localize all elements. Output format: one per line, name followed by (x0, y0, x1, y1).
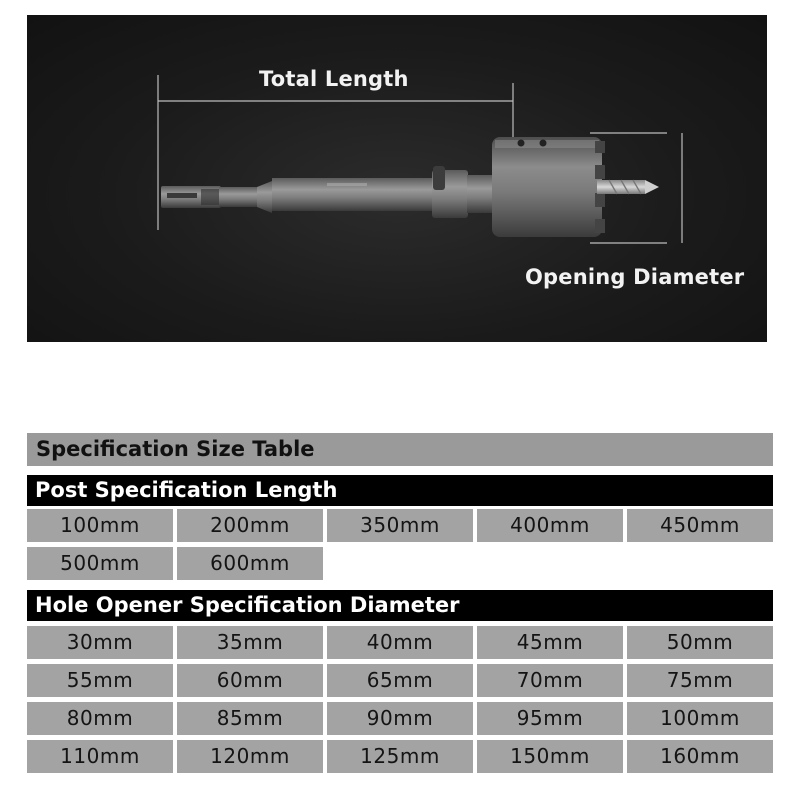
hole-diameter-cell: 30mm (27, 626, 173, 659)
hole-diameter-cell: 90mm (327, 702, 473, 735)
product-photo (27, 15, 767, 342)
post-length-cell: 350mm (327, 509, 473, 542)
post-length-cell: 100mm (27, 509, 173, 542)
post-spec-header: Post Specification Length (27, 475, 773, 506)
post-length-cell: 400mm (477, 509, 623, 542)
spec-table-title: Specification Size Table (27, 433, 773, 466)
opening-diameter-label: Opening Diameter (525, 265, 745, 289)
hole-diameter-cell: 55mm (27, 664, 173, 697)
post-length-grid (27, 509, 773, 580)
hole-diameter-cell: 80mm (27, 702, 173, 735)
post-length-cell: 500mm (27, 547, 173, 580)
hole-diameter-cell: 95mm (477, 702, 623, 735)
hole-diameter-cell: 40mm (327, 626, 473, 659)
total-length-label: Total Length (259, 67, 409, 91)
hole-spec-header: Hole Opener Specification Diameter (27, 590, 773, 621)
sds-shank (161, 166, 497, 218)
hole-diameter-cell: 45mm (477, 626, 623, 659)
post-length-cell: 450mm (627, 509, 773, 542)
core-drill-bit-illustration (27, 15, 767, 342)
pilot-drill (597, 180, 659, 194)
hole-diameter-grid (27, 626, 773, 773)
hole-diameter-cell: 110mm (27, 740, 173, 773)
hole-diameter-cell: 120mm (177, 740, 323, 773)
hole-diameter-cell: 50mm (627, 626, 773, 659)
hole-diameter-cell: 160mm (627, 740, 773, 773)
post-length-cell: 600mm (177, 547, 323, 580)
hole-diameter-cell: 60mm (177, 664, 323, 697)
hole-diameter-cell: 85mm (177, 702, 323, 735)
hole-diameter-cell: 70mm (477, 664, 623, 697)
hole-diameter-cell: 65mm (327, 664, 473, 697)
hole-diameter-cell: 100mm (627, 702, 773, 735)
hole-diameter-cell: 75mm (627, 664, 773, 697)
post-length-cell: 200mm (177, 509, 323, 542)
hole-diameter-cell: 150mm (477, 740, 623, 773)
hole-diameter-cell: 35mm (177, 626, 323, 659)
hole-diameter-cell: 125mm (327, 740, 473, 773)
core-cup (492, 137, 605, 237)
